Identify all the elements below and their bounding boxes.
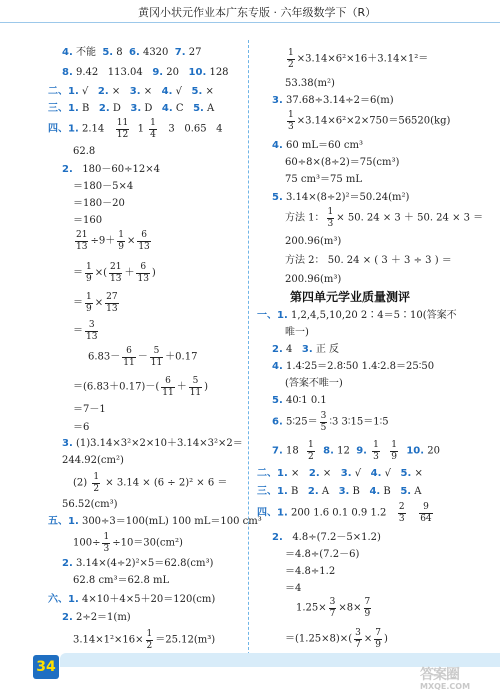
denominator: 3 [398,514,405,524]
calc-3-step-3 [73,320,100,343]
fraction [354,628,362,651]
denominator: 2 [93,484,100,494]
operator: ÷9＋ [90,235,116,247]
expression: 300÷3＝100(mL) 100 mL＝100 cm³ [81,516,262,527]
numerator: 1 [86,292,92,302]
expression: 180－60÷12×4 [82,164,160,175]
answer: D [144,103,153,114]
answer: √ [175,86,182,97]
denominator: 2 [288,60,294,70]
answer: 12 [337,445,350,457]
item-number: 2. [272,344,283,355]
fraction [364,597,372,620]
numerator: 3 [320,411,327,421]
expression: × 3.14 × (6 ÷ 2)² × 6 ＝ [105,477,228,489]
denominator: 12 [116,130,129,140]
expression: 3.14×1²×16× [73,634,144,646]
operator: ＋ [176,381,187,393]
item-number: 5. [102,47,114,58]
watermark-logo [420,664,470,691]
answer: 27 [188,47,202,58]
answer: 9.42 [75,67,99,78]
operator: － [137,351,148,363]
right-row-9 [285,207,483,230]
numerator: 1 [327,207,334,217]
numerator: 1 [86,262,92,272]
fraction [109,262,122,285]
fraction [85,320,98,343]
operator: × [94,297,104,309]
item-number: 4. [272,361,283,372]
numerator: 1 [146,629,153,639]
section-six-row-2 [62,613,131,623]
item-number: 5. [400,486,412,497]
denominator: 9 [86,274,92,284]
fraction [149,118,157,141]
fraction [92,472,100,495]
fraction [372,440,380,463]
item-number: 2. [62,164,73,175]
answer: 18 [285,445,299,457]
answer: × [290,468,300,479]
section-label: 二、1. [48,86,79,97]
answer: × [414,468,423,479]
right-line: (答案不唯一) [285,378,343,389]
numerator: 5 [150,346,163,358]
numerator: 1 [391,440,397,450]
answer: B [81,103,90,114]
expression: 4.8÷(7.2－5×1.2) [292,532,381,543]
answer: 113.04 [107,67,143,78]
item-number: 2. [98,103,110,114]
fraction [329,597,337,620]
numerator: 11 [116,118,129,128]
item-number: 8. [62,67,73,78]
fraction [102,532,110,555]
answer: 4320 [142,47,169,58]
calc-3-step-2 [73,292,121,315]
numerator: 1 [288,110,294,120]
fraction [320,411,328,434]
fraction [146,629,154,652]
expression: ×3.14×6²×2×750＝56520(kg) [296,115,451,127]
denominator: 9 [391,452,397,462]
item-number: 4. [370,468,382,479]
calc-5-row-1 [62,439,243,449]
denominator: 9 [86,304,92,314]
fraction [398,502,406,525]
expression: 60 mL＝60 cm³ [285,140,363,151]
test-section-three-row [257,487,422,497]
denominator: 7 [329,609,336,619]
right-row-5 [272,141,363,151]
expression: ×3.14×6²×16＋3.14×1²＝ [296,53,429,65]
item-number: 2. [272,532,283,543]
item-number: 7. [272,445,283,457]
numerator: 21 [110,262,122,272]
answer: 不能 [75,47,96,58]
column-divider [248,40,249,660]
answer: A [207,103,215,114]
right-line: ＝4.8÷(7.2－6) [285,549,360,560]
numerator: 21 [76,230,88,240]
numerator: 1 [150,118,156,128]
fraction [374,628,382,651]
numerator: 1 [118,230,124,240]
expression: ÷10＝30(cm²) [112,537,183,549]
expression: ＝(6.83＋0.17)－( [73,381,160,393]
answer: 4 [216,123,223,135]
answer: × [143,86,153,97]
answer: 2.14 [81,123,105,135]
operator: × [126,235,136,247]
operator: ＋ [124,267,135,279]
numerator: 27 [106,292,118,302]
denominator: 3 [327,219,334,229]
answer: 3 [168,123,175,135]
section-five-row-3 [62,559,213,569]
operator: × [363,633,373,645]
numerator: 6 [161,376,174,388]
right-line: 唯一) [285,327,309,338]
numerator: 1 [308,440,314,450]
left-line: ＝7－1 [73,404,106,415]
denominator: 9 [364,609,371,619]
test-5-row [272,396,327,406]
section-label: 三、1. [257,486,288,497]
denominator: 64 [420,514,432,524]
fraction [150,346,163,369]
right-line: 方法 2： 50. 24 × ( 3 ＋ 3 ÷ 3 ) ＝ [285,255,452,266]
fraction [116,118,129,141]
answer: B [290,486,299,497]
operator: ＝ [73,325,83,337]
answer: D [112,103,121,114]
test-calc-row-5 [296,597,373,620]
left-row-1 [62,48,201,58]
fraction [307,440,315,463]
fraction [419,502,432,525]
denominator: 11 [150,358,163,368]
right-row-4 [285,110,450,133]
left-line: 244.92(cm²) [62,455,124,466]
item-number: 5. [272,192,283,203]
operator: ＝ [73,297,83,309]
answer: 20 [166,67,179,78]
calc-4-expression [88,346,197,369]
right-line: 60÷8×(8÷2)＝75(cm³) [285,157,400,168]
page-header: 黄冈小状元作业本广东专版 · 六年级数学下（R） [138,6,377,19]
denominator: 13 [106,304,118,314]
answer: 1 [137,123,144,135]
item-number: 2. [308,468,320,479]
item-number: 5. [400,468,412,479]
item-number: 9. [356,445,367,457]
right-line: 200.96(m³) [285,236,342,247]
numerator: 9 [419,502,432,514]
denominator: 13 [138,242,150,252]
answer: A [414,486,422,497]
denominator: 3 [373,452,379,462]
answer: × [111,86,121,97]
item-number: 4. [161,103,173,114]
expression: × 50. 24 × 3 ＋ 50. 24 × 3 ＝ [336,212,484,224]
right-line: ＝4 [285,583,302,594]
expression: 6.83－ [88,351,121,363]
unit-heading: 第四单元学业质量测评 [290,290,411,304]
denominator: 13 [137,274,149,284]
answer: C [175,103,184,114]
item-number: 3. [338,486,350,497]
operator: ) [383,633,388,645]
test-calc-row-6 [285,628,388,651]
fraction [327,207,335,230]
numerator: 7 [364,597,371,607]
fraction [75,230,88,253]
numerator: 3 [85,320,98,332]
item-number: 3. [62,438,73,449]
operator: ×( [94,267,108,279]
operator: ) [204,381,209,393]
numerator: 6 [136,262,149,274]
section-label: 四、1. [48,123,79,135]
expression: 3.14×(8÷2)²＝50.24(m²) [285,192,410,203]
denominator: 11 [123,358,135,368]
denominator: 3 [103,544,110,554]
expression: 1.4∶25＝2.8∶50 1.4∶2.8＝25∶50 [285,361,435,372]
answer: × [205,86,214,97]
item-number: 2. [307,486,319,497]
operator: ) [151,267,156,279]
item-number: 8. [323,445,334,457]
calc-3-step-1 [73,262,156,285]
numerator: 2 [398,502,405,512]
denominator: 13 [76,242,88,252]
expression: 2÷2＝1(m) [75,612,131,623]
test-section-four-row [257,502,435,525]
section-six-row-3 [73,629,215,652]
section-six-row-1 [48,595,215,605]
answer: √ [384,468,391,479]
item-number: 2. [62,612,73,623]
answer: A [321,486,330,497]
expression: ∶3 3∶15＝1∶5 [329,416,389,428]
answer: B [352,486,360,497]
header-rule [0,22,500,23]
numerator: 1 [288,48,294,58]
fraction [189,376,202,399]
fraction [85,292,93,315]
section-four-row [48,118,223,141]
numerator: 1 [373,440,379,450]
answer: 0.65 [184,123,207,135]
numerator: 7 [375,628,381,638]
fraction [390,440,398,463]
denominator: 2 [146,641,153,651]
left-row-2 [62,68,229,78]
test-4-row [272,362,434,372]
numerator: 1 [93,472,100,482]
item-number: 2. [97,86,109,97]
section-label: 六、1. [48,594,79,605]
denominator: 11 [189,388,202,398]
section-label: 五、1. [48,516,79,527]
watermark-text: 答案圈 [420,667,459,683]
fraction [287,110,295,133]
expression: (2) [73,477,88,489]
numerator: 3 [329,597,336,607]
item-number: 5. [193,103,204,114]
expression: 40∶1 0.1 [285,395,327,406]
answer: B [383,486,391,497]
fraction [117,230,125,253]
section-label: 四、1. [257,507,288,519]
denominator: 13 [86,332,98,342]
expression: 37.68÷3.14÷2＝6(m) [285,95,394,106]
fraction [85,262,93,285]
test-1-row [257,311,457,321]
section-label: 一、1. [257,310,288,321]
answer: 200 1.6 0.1 0.9 1.2 [290,507,387,519]
item-number: 4. [62,47,73,58]
expression: 4×10＋4×5＋20＝120(cm) [81,594,216,605]
expression: ＝(1.25×8)×( [285,633,353,645]
section-five-row-2 [73,532,183,555]
denominator: 7 [355,640,361,650]
item-number: 10. [406,445,425,457]
expression: ×8× [338,602,362,614]
section-two-row [48,87,214,97]
item-number: 5. [191,86,203,97]
right-row-3 [272,96,394,106]
page-number: 34 [33,655,59,679]
item-number: 9. [152,67,164,78]
denominator: 4 [150,130,156,140]
item-number: 3. [340,468,352,479]
numerator: 1 [103,532,110,542]
answer: √ [81,86,89,97]
answer: 正 反 [315,344,340,355]
denominator: 11 [162,388,174,398]
calc-5-row-3 [73,472,227,495]
answer: √ [354,468,362,479]
denominator: 5 [320,423,327,433]
operator: ＝ [73,267,83,279]
section-label: 三、1. [48,103,79,114]
expression: (1)3.14×3²×2×10＋3.14×3²×2＝ [75,438,243,449]
expression: 5∶25＝ [285,416,318,428]
test-calc-row-1 [272,533,381,543]
fraction [287,48,295,71]
numerator: 6 [137,230,150,242]
fraction [122,346,135,369]
right-row-1 [285,48,428,71]
right-row-8 [272,193,409,203]
item-number: 3. [301,344,313,355]
left-line: ＝160 [73,215,103,226]
item-number: 3. [272,95,283,106]
item-number: 6. [129,47,140,58]
denominator: 9 [118,242,124,252]
answer: × [322,468,332,479]
section-three-row [48,104,214,114]
right-line: 75 cm³＝75 mL [285,174,363,185]
numerator: 3 [355,628,361,638]
item-number: 3. [130,103,142,114]
left-line: ＝180－5×4 [73,181,134,192]
denominator: 9 [375,640,381,650]
test-7-row [272,440,440,463]
item-number: 3. [129,86,141,97]
expression: 方法 1： [285,212,325,224]
denominator: 2 [308,452,314,462]
item-number: 4. [369,486,381,497]
section-label: 二、1. [257,468,288,479]
item-number: 10. [188,67,207,78]
item-number: 5. [272,395,283,406]
expression: 1.25× [296,602,327,614]
test-6-row [272,411,389,434]
item-number: 6. [272,416,283,428]
right-line: 200.96(m³) [285,274,342,285]
fraction [136,262,149,285]
item-number: 4. [161,86,173,97]
answer: 128 [209,67,229,78]
left-line: 62.8 [73,146,96,157]
numerator: 6 [122,346,135,358]
expression: 1,2,4,5,10,20 2∶4＝5∶10(答案不 [290,310,457,321]
test-2-row [272,345,339,355]
expression: ＋0.17 [165,351,198,363]
left-line: 62.8 cm³＝62.8 mL [73,575,170,586]
fraction [161,376,174,399]
calc-3-expression [73,230,153,253]
right-line: 53.38(m²) [285,78,335,89]
item-number: 7. [174,47,186,58]
calc-2-row-1 [62,165,160,175]
answer: 20 [427,445,440,457]
watermark-url: MXQE.COM [420,682,471,691]
section-five-row-1 [48,517,262,527]
expression: ＝25.12(m³) [155,634,216,646]
expression: 3.14×(4÷2)²×5＝62.8(cm³) [75,558,214,569]
fraction [137,230,150,253]
numerator: 5 [189,376,202,388]
test-section-two-row [257,469,423,479]
denominator: 13 [110,274,122,284]
denominator: 3 [288,122,294,132]
answer: 4 [285,344,293,355]
item-number: 4. [272,140,283,151]
left-line: 56.52(cm³) [62,499,118,510]
item-number: 2. [62,558,73,569]
left-line: ＝6 [73,422,90,433]
calc-4-step-1 [73,376,208,399]
answer: 8 [116,47,123,58]
right-line: ＝4.8÷1.2 [285,566,336,577]
expression: 100÷ [73,537,101,549]
left-line: ＝180－20 [73,198,125,209]
fraction [105,292,118,315]
